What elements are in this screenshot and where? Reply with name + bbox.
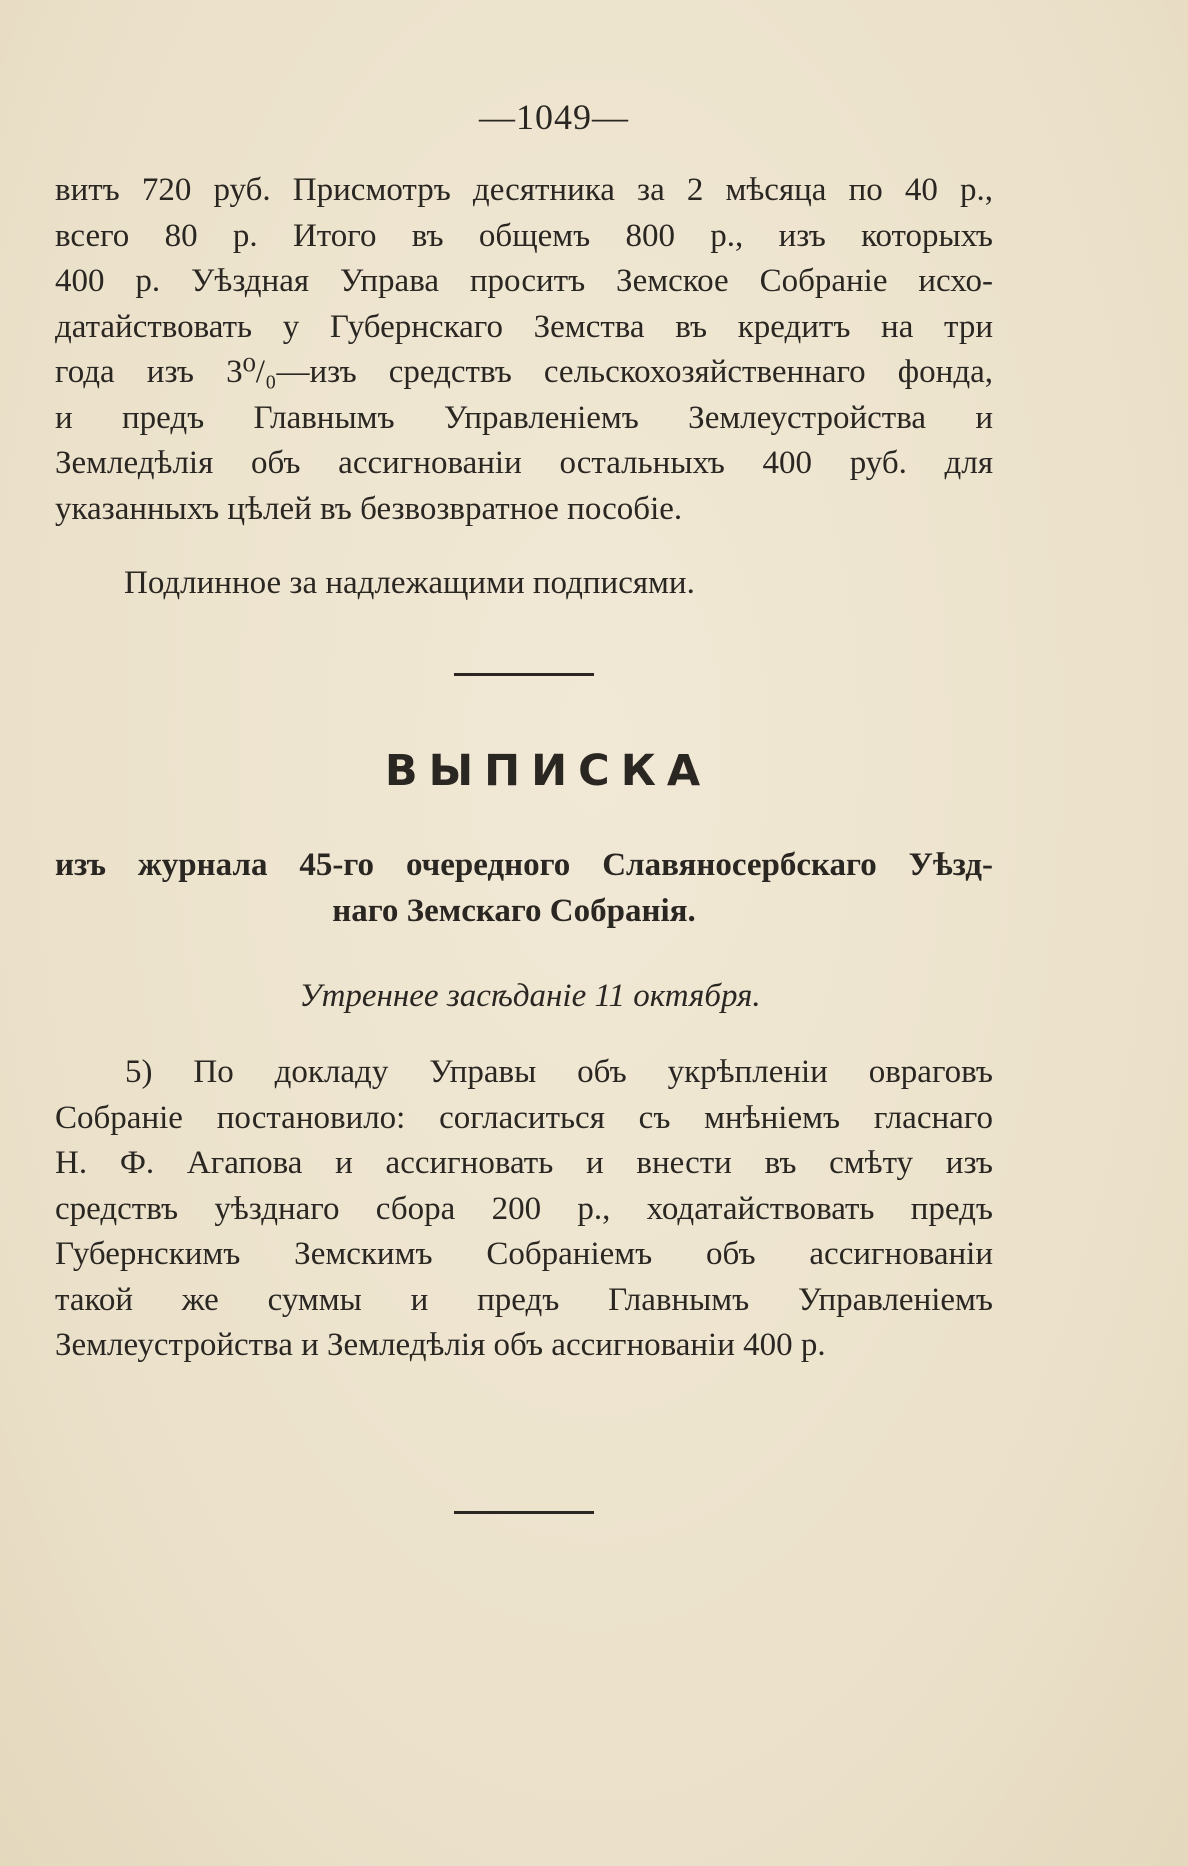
text-line: 400 р. Уѣздная Управа проситъ Земское Собраніе исхо- — [55, 263, 993, 299]
text-line: и предъ Главнымъ Управленіемъ Землеустройства и — [55, 399, 993, 436]
section-subheading — [55, 842, 993, 934]
text-line: витъ 720 руб. Присмотръ десятника за 2 мѣсяца по 40 р., — [55, 172, 993, 208]
text-line: Землеустройства и Земледѣлія объ ассигнованіи 400 р. — [55, 1327, 826, 1363]
signature-note: Подлинное за надлежащими подписями. — [124, 565, 695, 601]
text-line: Губернскимъ Земскимъ Собраніемъ объ ассигнованіи — [55, 1236, 993, 1272]
text-line: Собраніе постановило: согласиться съ мнѣніемъ гласнаго — [55, 1099, 993, 1136]
heading-text: ВЫПИСКА — [384, 746, 712, 796]
text-line: 5) По докладу Управы объ укрѣпленіи овраговъ — [125, 1054, 993, 1090]
section-divider — [454, 1511, 594, 1514]
text-line: указанныхъ цѣлей въ безвозвратное пособіе. — [55, 490, 683, 527]
section-divider — [454, 673, 594, 676]
session-title: Утреннее засѣданіе 11 октября. — [299, 978, 761, 1014]
text-line: Земледѣлія объ ассигнованіи остальныхъ 400 руб. для — [55, 445, 993, 481]
text-line: такой же суммы и предъ Главнымъ Управленіемъ — [55, 1281, 993, 1318]
paragraph-resolution — [55, 1050, 993, 1369]
page-number: —1049— — [479, 97, 629, 137]
text-line: датайствовать у Губернскаго Земства въ кредитъ на три — [55, 308, 993, 345]
paragraph-budget — [55, 168, 993, 532]
section-heading — [0, 746, 1188, 796]
subheading-line: изъ журнала 45-го очередного Славяносербскаго Уѣзд- — [55, 847, 993, 883]
text-line: года изъ 3⁰/₀—изъ средствъ сельскохозяйственнаго фонда, — [55, 354, 993, 390]
subheading-line: наго Земскаго Собранія. — [332, 893, 696, 929]
text-line: всего 80 р. Итого въ общемъ 800 р., изъ которыхъ — [55, 217, 993, 254]
text-line: средствъ уѣзднаго сбора 200 р., ходатайствовать предъ — [55, 1190, 993, 1227]
text-line: Н. Ф. Агапова и ассигновать и внести въ смѣту изъ — [55, 1145, 993, 1181]
